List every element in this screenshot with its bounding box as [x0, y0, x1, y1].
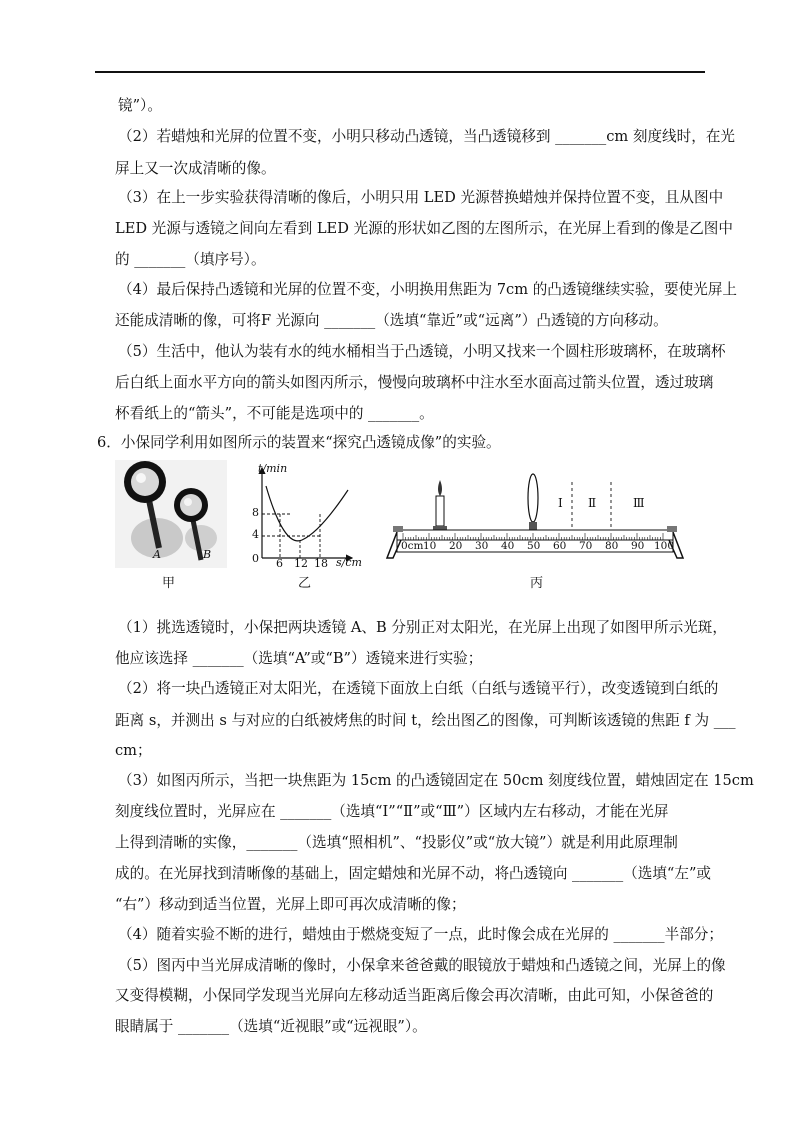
text-line: 眼睛属于 _______（选填“近视眼”或“远视眼”）。	[115, 1018, 427, 1035]
text-line: （2）若蜡烛和光屏的位置不变，小明只移动凸透镜，当凸透镜移到 _______cm 刻度线时，在光	[118, 128, 736, 145]
x-tick-6: 6	[276, 557, 283, 570]
text-line: cm；	[115, 742, 152, 759]
text-line: 的 _______（填序号）。	[115, 251, 266, 268]
figure-jia	[115, 460, 227, 568]
x-tick-18: 18	[314, 557, 328, 570]
text-line: （3）在上一步实验获得清晰的像后，小明只用 LED 光源替换蜡烛并保持位置不变，且从图中	[118, 189, 724, 206]
text-line: 屏上又一次成清晰的像。	[115, 160, 276, 177]
text-line: 上得到清晰的实像，_______（选填“照相机”、“投影仪”或“放大镜”）就是利用此原理制	[115, 834, 678, 851]
scale-label: 50	[527, 540, 541, 552]
text-line: 距离 s，并测出 s 与对应的白纸被烤焦的时间 t，绘出图乙的图像，可判断该透镜的焦距 f 为 ___	[115, 712, 736, 729]
text-line: 杯看纸上的“箭头”，不可能是选项中的 _______。	[115, 405, 434, 422]
text-line: 他应该选择 _______（选填“A”或“B”）透镜来进行实验；	[115, 650, 483, 667]
text-line: （2）将一块凸透镜正对太阳光，在透镜下面放上白纸（白纸与透镜平行），改变透镜到白纸的	[118, 680, 719, 697]
lens-a-label: A	[153, 548, 161, 561]
text-line: （5）生活中，他认为装有水的纯水桶相当于凸透镜，小明又找来一个圆柱形玻璃杯，在玻璃杯	[118, 343, 726, 360]
scale-label: 90	[631, 540, 645, 552]
text-line: （3）如图丙所示，当把一块焦距为 15cm 的凸透镜固定在 50cm 刻度线位置，蜡烛固定在 15cm	[118, 772, 754, 789]
figure-yi-caption: 乙	[298, 576, 312, 591]
text-line: 后白纸上面水平方向的箭头如图丙所示，慢慢向玻璃杯中注水至水面高过箭头位置，透过玻璃	[115, 374, 714, 391]
scale-label: 80	[605, 540, 619, 552]
figure-bing	[385, 470, 685, 568]
scale-label: 20	[449, 540, 463, 552]
scale-label: 30	[475, 540, 489, 552]
text-line: 还能成清晰的像，可将F 光源向 _______（选填“靠近”或“远离”）凸透镜的方向移动。	[115, 312, 668, 329]
region-3-label: Ⅲ	[633, 496, 645, 510]
y-axis-label: t/min	[258, 462, 288, 475]
t-s-curve	[266, 486, 348, 541]
text-line: 成的。在光屏找到清晰像的基础上，固定蜡烛和光屏不动，将凸透镜向 _______（选填“左”或	[115, 865, 712, 882]
scale-label: 100	[654, 540, 675, 552]
scale-label: 40	[501, 540, 515, 552]
text-line: （5）图丙中当光屏成清晰的像时，小保拿来爸爸戴的眼镜放于蜡烛和凸透镜之间，光屏上的像	[118, 957, 726, 974]
scale-label: 70	[579, 540, 593, 552]
text-line: （4）随着实验不断的进行，蜡烛由于燃烧变短了一点，此时像会成在光屏的 _______半部分；	[118, 926, 723, 943]
text-line: （1）挑选透镜时，小保把两块透镜 A、B 分别正对太阳光，在光屏上出现了如图甲所示光斑，	[118, 619, 727, 636]
region-1-label: Ⅰ	[558, 496, 563, 510]
figure-yi	[240, 460, 375, 572]
text-line: 刻度线位置时，光屏应在 _______（选填“Ⅰ”“Ⅱ”或“Ⅲ”）区域内左右移动，才能在光屏	[115, 803, 669, 820]
scale-label: 10	[423, 540, 437, 552]
text-line: LED 光源与透镜之间向左看到 LED 光源的形状如乙图的左图所示，在光屏上看到的像是乙图中	[115, 220, 733, 237]
figure-bing-caption: 丙	[530, 576, 544, 591]
text-line: “右”）移动到适当位置，光屏上即可再次成清晰的像；	[115, 896, 466, 913]
header-rule	[95, 71, 705, 73]
figure-jia-caption: 甲	[162, 576, 176, 591]
x-tick-12: 12	[294, 557, 308, 570]
text-line: 镜”）。	[118, 97, 162, 114]
lens	[528, 474, 538, 522]
lens-b-label: B	[203, 548, 212, 561]
candle-flame	[438, 480, 442, 496]
question-6-title: 6．小保同学利用如图所示的装置来“探究凸透镜成像”的实验。	[97, 434, 501, 451]
scale-label: 0cm	[401, 540, 424, 552]
origin-label: 0	[252, 552, 259, 565]
region-2-label: Ⅱ	[588, 496, 597, 510]
scale-label: 60	[553, 540, 567, 552]
x-axis-label: s/cm	[336, 556, 362, 569]
y-tick-8: 8	[252, 506, 259, 519]
candle	[436, 496, 444, 526]
text-line: 又变得模糊，小保同学发现当光屏向左移动适当距离后像会再次清晰，由此可知，小保爸爸的	[115, 987, 714, 1004]
y-tick-4: 4	[252, 528, 259, 541]
text-line: （4）最后保持凸透镜和光屏的位置不变，小明换用焦距为 7cm 的凸透镜继续实验，要使光屏上	[118, 281, 738, 298]
